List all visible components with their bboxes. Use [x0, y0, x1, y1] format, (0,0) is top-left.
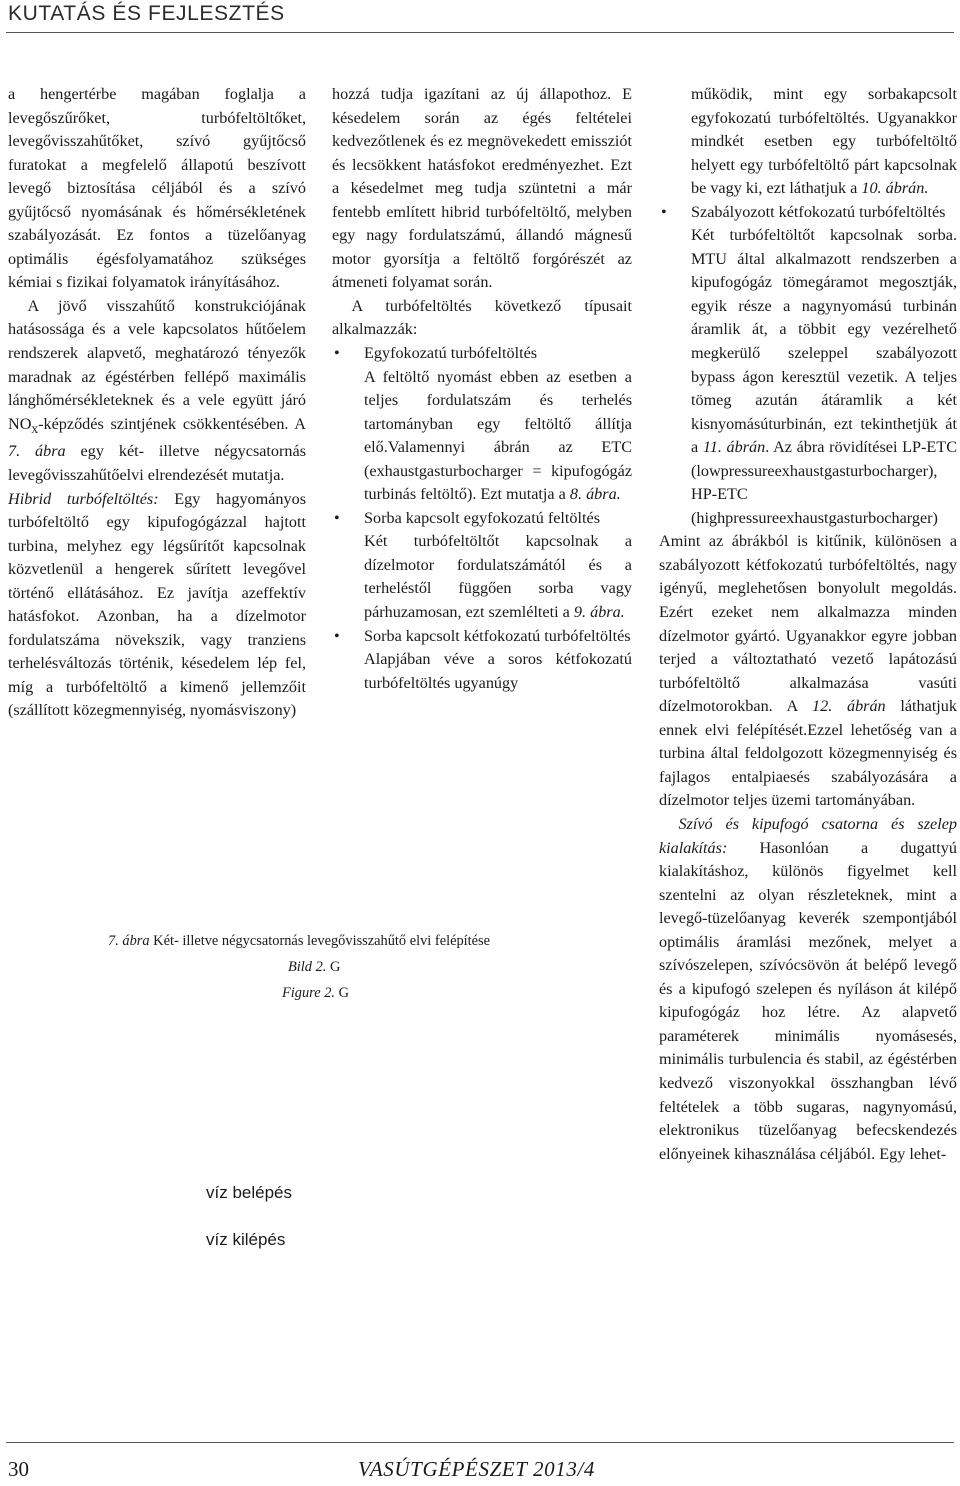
section-title: KUTATÁS ÉS FEJLESZTÉS [8, 2, 285, 25]
bullet-dot: • [334, 508, 340, 527]
bullet-series-two-stage [332, 625, 632, 696]
journal-issue: VASÚTGÉPÉSZET 2013/4 [358, 1457, 595, 1481]
text-column-1 [8, 83, 306, 723]
bullet-series-single-stage [332, 507, 632, 625]
bullet-regulated-two-stage [659, 201, 957, 531]
figure-ref-8: 8. ábra. [569, 485, 621, 504]
bullet-text: A feltöltő nyomást ebben az esetben a teljes fordulatszám és terhelés tartományban egy feltöltő állítja elő.Valamennyi ábrán az ETC (exhaustgasturbocharger = kipufogógáz turbinás feltöltő). Ezt mutatja a 8. ábra. [364, 367, 632, 504]
bullet-title: Szabályozott kétfokozatú turbófeltöltés [691, 202, 946, 221]
paragraph-intake-exhaust: Szívó és kipufogó csatorna és szelep kialakítás: Hasonlóan a dugattyú kialakításhoz, különös figyelmet kell szentelni az olyan részleteknek, mint a levegő-tüzelőanyag keverék szempontjából optimális áramlási mezőnek, melyet a szívószelepen, szívócsövön át belépő levegő és a kipufogó szelepen és nyíláson át kilépő kipufogógáz hoz létre. Az alapvető paraméterek minimális nyomásesés, minimális turbulencia és stabil, az égéstérben kedvező viszonyokkal összhangban lévő feltételek a több sugaras, nagynyomású, elektronikus tüzelőanyag befecskendezés előnyeinek kihasználása céljából. Egy lehet- [659, 814, 957, 1163]
bullet-continuation: működik, mint egy sorbakapcsolt egyfokozatú turbófeltöltés. Ugyanakkor mindkét esetben egy turbófeltöltő helyett egy turbófeltöltő párt kapcsolnak be vagy ki, ezt láthatjuk a 10. ábrán. [691, 85, 957, 198]
bullet-text: Két turbófeltöltőt kapcsolnak a dízelmotor fordulatszámától és a terheléstől függően sorba vagy párhuzamosan, ezt szemlélteti a 9. ábra. [364, 532, 632, 622]
bullet-dot: • [334, 344, 340, 363]
paragraph-intercooler: A jövő visszahűtő konstrukciójának hatásossága és a vele kapcsolatos hűtőelem rendszerek alapvető, meghatározó tényezők maradnak az égéstérben fellépő maximális lánghőmérsékleteknek és a vele együtt járó $NO_x$-képződés szintjének csökkentésében. A 7. ábra egy két- illetve négycsatornás levegővisszahűtőelvi elrendezését mutatja. [8, 296, 306, 484]
figure-label-water-out: víz kilépés [206, 1230, 286, 1249]
bullet-text: Két turbófeltöltőt kapcsolnak sorba. MTU által alkalmazott rendszerben a kipufogógáz tömegáramot megosztják, egyik része a nagynyomású turbinán áramlik át, a többit egy vezérelhető megkerülő szeleppel szabályozott bypass ágon keresztül vezetik. A teljes tömeg azután átáramlik a két kisnyomásúturbinán, ezt tekinthetjük át a 11. ábrán. Az ábra rövidítései LP-ETC (lowpressureexhaustgasturbocharger), HP-ETC (highpressureexhaustgasturbocharger) [691, 226, 957, 527]
bullet-title: Sorba kapcsolt egyfokozatú feltöltés [364, 508, 600, 527]
page-footer [6, 1442, 954, 1486]
bullet-title: Egyfokozatú turbófeltöltés [364, 344, 538, 363]
bullet-title: Sorba kapcsolt kétfokozatú turbófeltöltés [364, 626, 631, 645]
figure-label-water-in: víz belépés [206, 1183, 292, 1202]
bullet-single-stage [332, 342, 632, 507]
paragraph-delay: hozzá tudja igazítani az új állapothoz. E késedelem során az égés feltételei kedvezőtlenek és ez megnövekedett emissziót és lecsökkent hatásfokot eredményezhet. Ezt a késedelmet meg tudja szüntetni a már fentebb említett hibrid turbófeltöltő, melyben egy nagy fordulatszámú, állandó mágnesű motor gyorsítja a feltöltő forgórészét az átmeneti folyamat során. [332, 85, 632, 292]
figure-caption-english: Figure 2. G [282, 985, 350, 1001]
paragraph-hybrid-turbo: Hibrid turbófeltöltés: Egy hagyományos turbófeltöltő egy kipufogógázzal hajtott turbina, melyhez egy légsűrítőt kapcsolnak közvetlenül a hengerek sűrített levegővel történő ellátásához. Ez javítja azeffektív hatásfokot. Azonban, ha a dízelmotor fordulatszáma növekszik, vagy tranziens terhelésváltozás történik, késedelem lép fel, míg a turbófeltöltő a kimenő jellemzőit (szállított közegmennyiség, nyomásviszony) [8, 489, 306, 720]
paragraph-comparison: Amint az ábrákból is kitűnik, különösen a szabályozott kétfokozatú turbófeltöltés, nagy igényű, meglehetősen bonyolult megoldás. Ezért ezeket nem alkalmazza minden dízelmotor gyártó. Ugyanakkor egyre jobban terjed a változtatható vezető lapátozású turbófeltöltő alkalmazása vasúti dízelmotorokban. A 12. ábrán láthatjuk ennek elvi felépítését.Ezzel lehetőség van a turbina által feldolgozott közegmennyiség és fajlagos entalpiaesés szabályozására a dízelmotor teljes üzemi tartományában. [659, 532, 957, 810]
paragraph-intake-system: a hengertérbe magában foglalja a levegőszűrőket, turbófeltöltőket, levegővisszahűtőket, szívó gyűjtőcső furatokat a megfelelő állapotú beszívott levegő biztosítása céljából és a szívó gyűjtőcső nyomásának és hőmérsékletének szabályozását. Ez fontos a tüzelőanyag optimális égésfolyamatához szükséges kémiai s fizikai folyamatok irányításához. [8, 85, 306, 292]
figure-ref-9: 9. ábra. [573, 603, 625, 622]
paragraph-types-intro: A turbófeltöltés következő típusait alkalmazzák: [332, 296, 632, 339]
term-intake-exhaust: Szívó és kipufogó csatorna és szelep kialakítás: [659, 814, 957, 857]
figure-caption-german: Bild 2. G [288, 959, 341, 975]
bullet-dot: • [661, 202, 667, 221]
figure-ref-10: 10. ábrán. [861, 179, 929, 198]
bullet-dot: • [334, 626, 340, 645]
nox-subscript: x [31, 420, 39, 436]
figure-ref-12: 12. ábrán [812, 697, 886, 716]
page-number: 30 [8, 1457, 29, 1481]
bullet-text: Alapjában véve a soros kétfokozatú turbófeltöltés ugyanúgy [364, 650, 632, 692]
figure-ref-11: 11. ábrán [702, 438, 766, 457]
text-column-3 [659, 83, 957, 1166]
page-header [6, 0, 954, 33]
figure-caption: 7. ábra Két- illetve négycsatornás levegővisszahűtő elvi felépítése [108, 933, 491, 949]
text-column-2 [332, 83, 632, 695]
term-hybrid: Hibrid turbófeltöltés: [8, 489, 159, 508]
figure-ref-7: 7. ábra [8, 442, 66, 461]
